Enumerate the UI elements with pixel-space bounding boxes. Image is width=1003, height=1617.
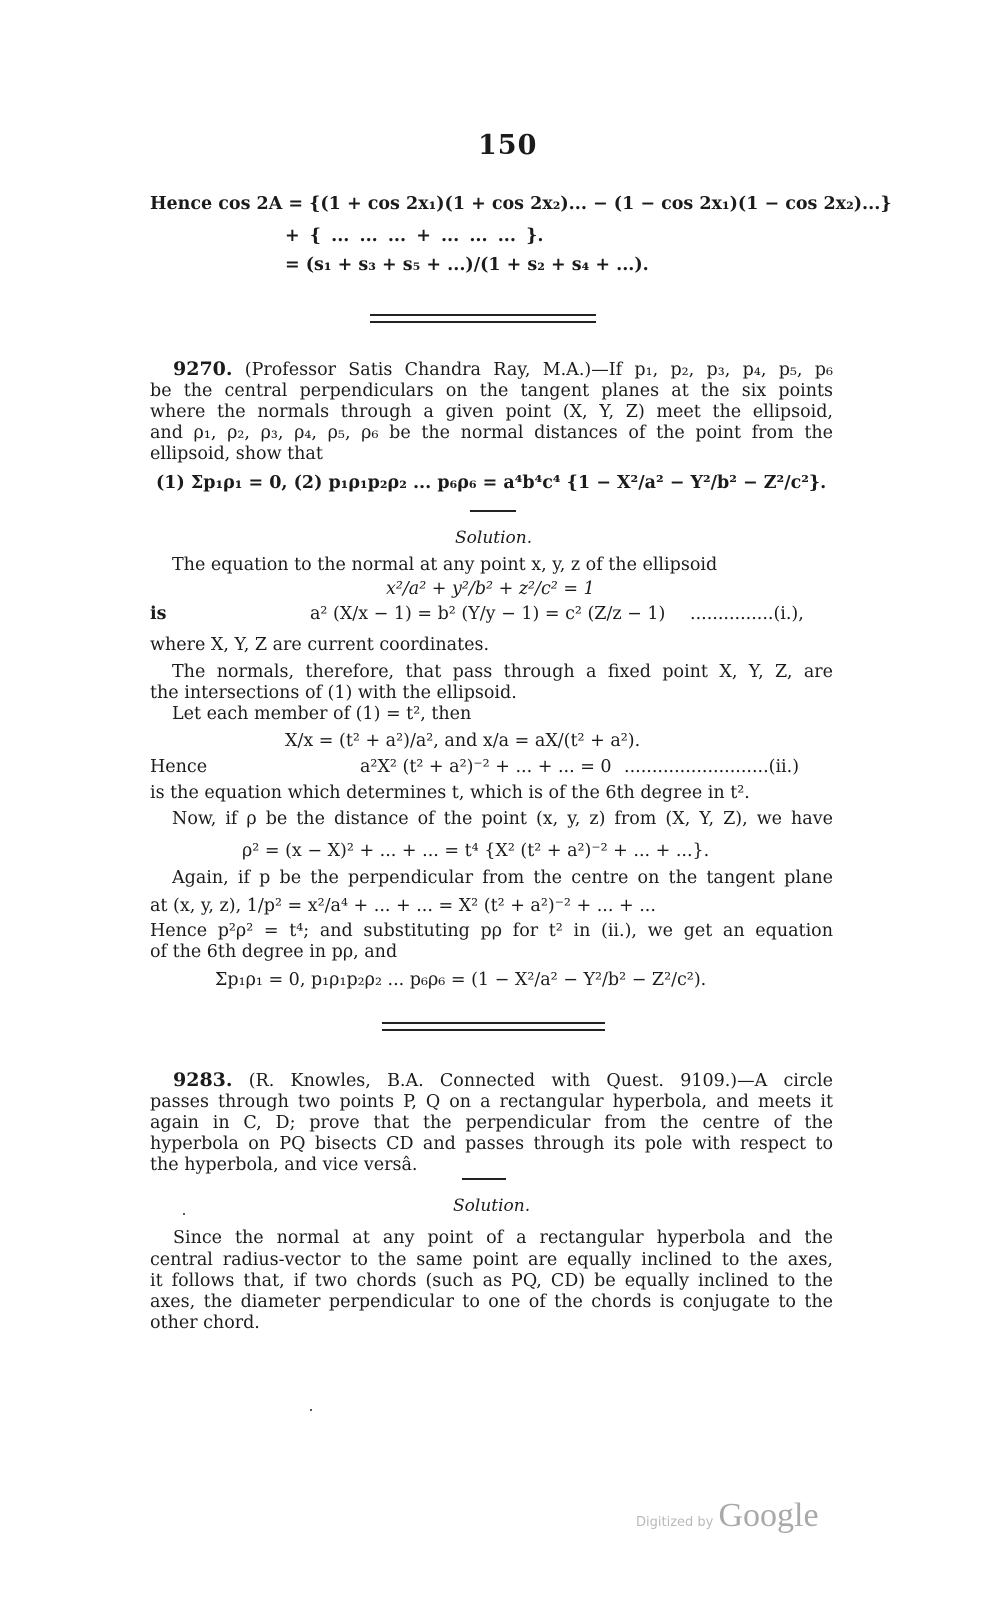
solution-heading: Solution. <box>455 528 533 548</box>
solution-line: Now, if ρ be the distance of the point (x, y, z) from (X, Y, Z), we have <box>172 809 833 829</box>
solution-equation: x²/a² + y²/b² + z²/c² = 1 <box>386 579 595 599</box>
question-9270-line: where the normals through a given point (X, Y, Z) meet the ellipsoid, <box>150 402 833 422</box>
solution-line: where X, Y, Z are current coordinates. <box>150 635 490 655</box>
solution-line: of the 6th degree in pρ, and <box>150 942 398 962</box>
solution-line: axes, the diameter perpendicular to one of the chords is conjugate to the <box>150 1292 833 1312</box>
question-header-text: (Professor Satis Chandra Ray, M.A.)—If p₁, p₂, p₃, p₄, p₅, p₆ <box>244 360 833 380</box>
question-9270-line: ellipsoid, show that <box>150 444 323 464</box>
question-number: 9270. <box>173 358 233 380</box>
solution-line: at (x, y, z), 1/p² = x²/a⁴ + ... + ... = X² (t² + a²)⁻² + ... + ... <box>150 896 656 916</box>
solution-equation: a² (X/x − 1) = b² (Y/y − 1) = c² (Z/z − 1) <box>310 604 666 624</box>
google-logo: Google <box>718 1497 819 1534</box>
solution-line: The normals, therefore, that pass through a fixed point X, Y, Z, are <box>172 662 833 682</box>
section-divider <box>382 1022 605 1031</box>
solution-line: Hence <box>150 757 208 777</box>
solution-line: Hence p²ρ² = t⁴; and substituting pρ for t² in (ii.), we get an equation <box>150 921 833 941</box>
digitized-watermark <box>636 1497 819 1535</box>
solution-equation: a²X² (t² + a²)⁻² + ... + ... = 0 <box>360 757 612 777</box>
solution-line: other chord. <box>150 1313 260 1333</box>
solution-line: Since the normal at any point of a rectangular hyperbola and the <box>173 1228 833 1248</box>
solution-line: it follows that, if two chords (such as PQ, CD) be equally inclined to the <box>150 1271 833 1291</box>
question-9283-line: the hyperbola, and vice versâ. <box>150 1155 418 1175</box>
question-9283-line: passes through two points P, Q on a rectangular hyperbola, and meets it <box>150 1092 833 1112</box>
question-9270-line: and ρ₁, ρ₂, ρ₃, ρ₄, ρ₅, ρ₆ be the normal distances of the point from the <box>150 423 833 443</box>
solution-line: central radius-vector to the same point are equally inclined to the axes, <box>150 1250 833 1270</box>
equation-number: ...............(i.), <box>690 604 804 624</box>
solution-line: the intersections of (1) with the ellipsoid. <box>150 683 517 703</box>
scan-speck <box>183 1213 185 1215</box>
question-9270-statement: (1) Σp₁ρ₁ = 0, (2) p₁ρ₁p₂ρ₂ ... p₆ρ₆ = a⁴b⁴c⁴ {1 − X²/a² − Y²/b² − Z²/c²}. <box>156 473 827 493</box>
question-9283-line: again in C, D; prove that the perpendicular from the centre of the <box>150 1113 833 1133</box>
solution-line: is <box>150 604 167 624</box>
watermark-prefix: Digitized by <box>636 1515 714 1530</box>
short-rule <box>462 1178 506 1180</box>
question-9283-header <box>173 1069 833 1092</box>
section-divider <box>370 314 596 323</box>
solution-line: is the equation which determines t, which is of the 6th degree in t². <box>150 783 750 803</box>
question-9270-header <box>173 358 833 381</box>
solution-line: The equation to the normal at any point x, y, z of the ellipsoid <box>172 555 718 575</box>
formula-line-2: + { ... ... ... + ... ... ... }. <box>285 226 544 246</box>
equation-number: ..........................(ii.) <box>624 757 800 777</box>
formula-line-3: = (s₁ + s₃ + s₅ + ...)/(1 + s₂ + s₄ + ...). <box>285 255 649 275</box>
question-header-text: (R. Knowles, B.A. Connected with Quest. 9109.)—A circle <box>248 1071 833 1091</box>
question-9270-line: be the central perpendiculars on the tangent planes at the six points <box>150 381 833 401</box>
solution-line: Let each member of (1) = t², then <box>172 704 472 724</box>
short-rule <box>470 510 516 512</box>
solution-heading: Solution. <box>453 1196 531 1216</box>
scan-speck <box>310 1409 312 1411</box>
solution-line: Again, if p be the perpendicular from the centre on the tangent plane <box>172 868 833 888</box>
question-9283-line: hyperbola on PQ bisects CD and passes through its pole with respect to <box>150 1134 833 1154</box>
solution-equation: Σp₁ρ₁ = 0, p₁ρ₁p₂ρ₂ ... p₆ρ₆ = (1 − X²/a² − Y²/b² − Z²/c²). <box>215 970 707 990</box>
solution-equation: X/x = (t² + a²)/a², and x/a = aX/(t² + a²). <box>285 731 641 751</box>
page-number: 150 <box>478 130 538 161</box>
formula-line-1: Hence cos 2A = {(1 + cos 2x₁)(1 + cos 2x₂)... − (1 − cos 2x₁)(1 − cos 2x₂)...} <box>150 194 892 214</box>
question-number: 9283. <box>173 1069 233 1091</box>
solution-equation: ρ² = (x − X)² + ... + ... = t⁴ {X² (t² + a²)⁻² + ... + ...}. <box>242 841 710 861</box>
